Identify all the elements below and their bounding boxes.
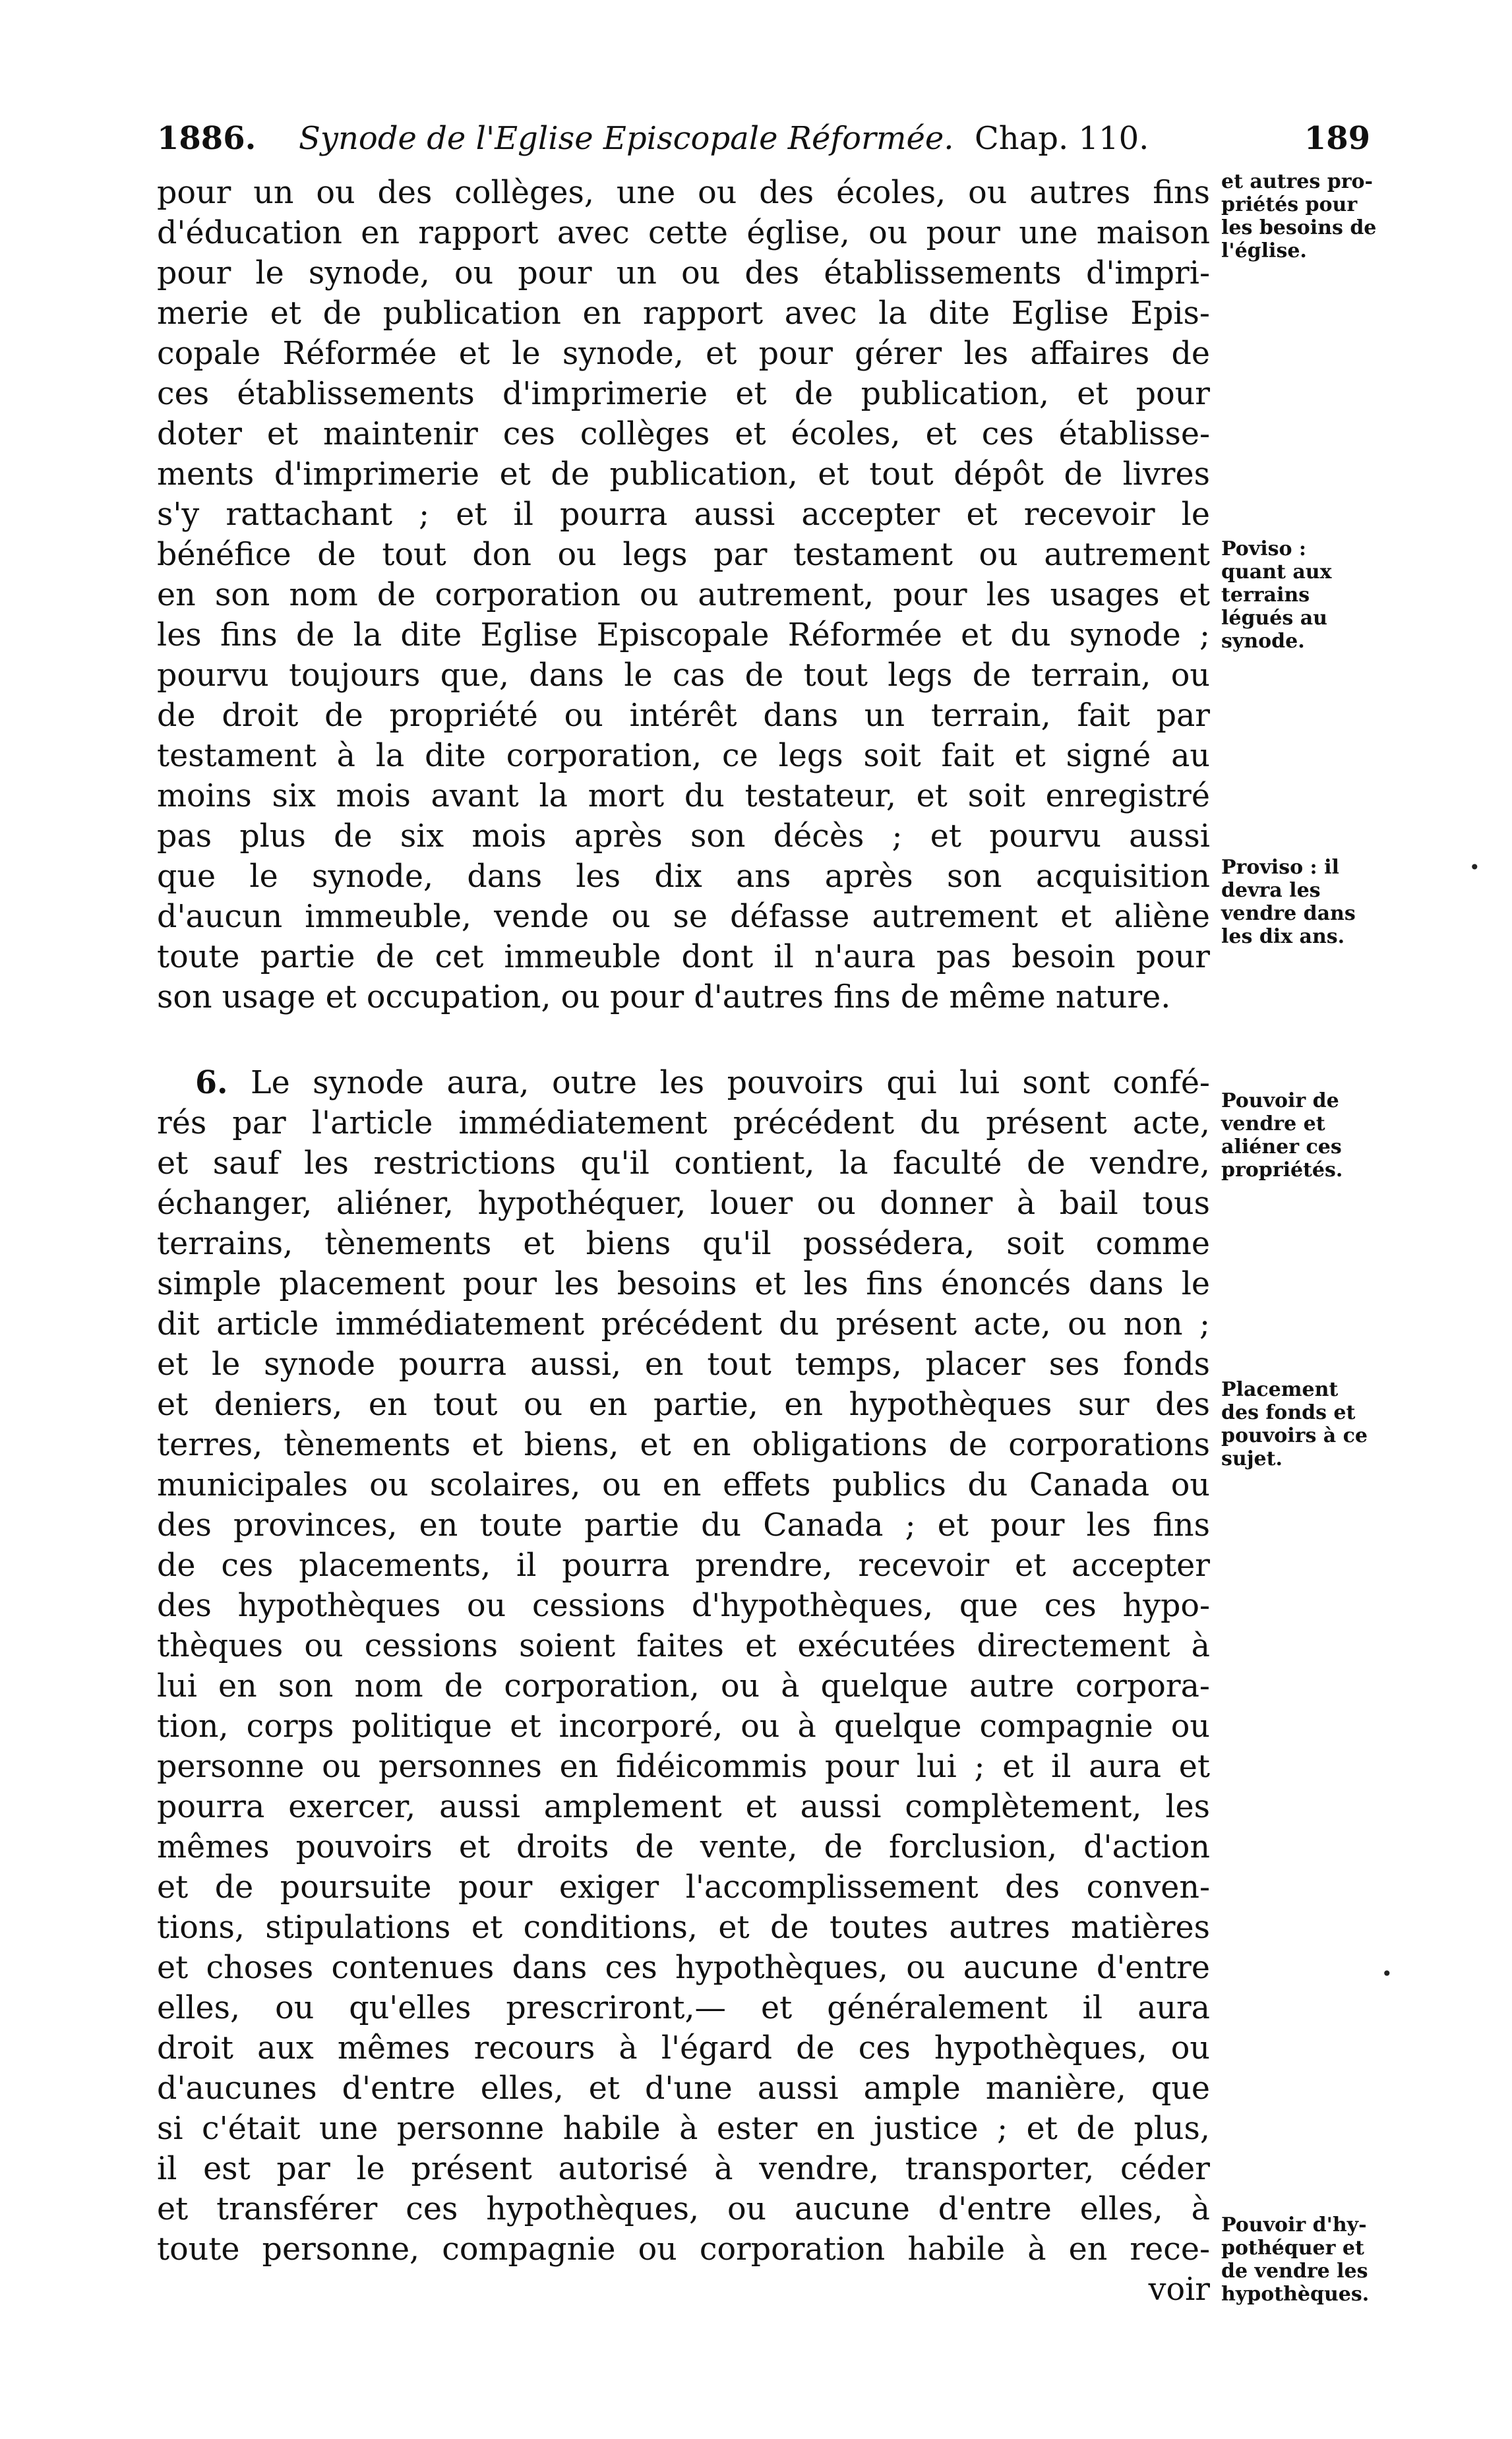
header-title: Synode de l'Eglise Episcopale Réformée. — [299, 120, 954, 157]
text-line: et deniers, en tout ou en partie, en hypothèques sur des — [157, 1387, 1210, 1423]
text-line: de droit de propriété ou intérêt dans un terrain, fait par — [157, 698, 1210, 734]
margin-note-line: Poviso : — [1221, 537, 1307, 560]
header-chapter: Chap. 110. — [975, 120, 1149, 157]
text-line: pour un ou des collèges, une ou des écoles, ou autres fins — [157, 175, 1210, 211]
margin-note-proviso-lands — [1221, 537, 1386, 653]
text-line: tion, corps politique et incorporé, ou à quelque compagnie ou — [157, 1708, 1210, 1745]
text-line: rés par l'article immédiatement précédent du présent acte, — [157, 1105, 1210, 1141]
text-line: thèques ou cessions soient faites et exécutées directement à — [157, 1628, 1210, 1664]
margin-note-line: vendre et — [1221, 1112, 1325, 1135]
text-line: dit article immédiatement précédent du présent acte, ou non ; — [157, 1306, 1210, 1342]
margin-note-properties — [1221, 170, 1386, 262]
text-line: pas plus de six mois après son décès ; et pourvu aussi — [157, 818, 1210, 855]
margin-note-line: Pouvoir d'hy- — [1221, 2213, 1367, 2237]
text-line: et sauf les restrictions qu'il contient, la faculté de vendre, — [157, 1145, 1210, 1182]
text-line: d'aucun immeuble, vende ou se défasse autrement et aliène — [157, 899, 1210, 935]
margin-note-line: Pouvoir de — [1221, 1089, 1339, 1112]
text-line: et transférer ces hypothèques, ou aucune d'entre elles, à — [157, 2191, 1210, 2227]
text-line: échanger, aliéner, hypothéquer, louer ou donner à bail tous — [157, 1186, 1210, 1222]
text-line — [157, 1063, 1210, 1103]
running-header — [157, 119, 1370, 158]
text-line: d'aucunes d'entre elles, et d'une aussi ample manière, que — [157, 2070, 1210, 2107]
text-line: et le synode pourra aussi, en tout temps, placer ses fonds — [157, 1346, 1210, 1383]
line-text: Le synode aura, outre les pouvoirs qui lui sont confé- — [251, 1065, 1210, 1101]
text-line: merie et de publication en rapport avec la dite Eglise Epis- — [157, 295, 1210, 332]
text-line: pour le synode, ou pour un ou des établissements d'impri- — [157, 255, 1210, 291]
margin-note-line: pouvoirs à ce — [1221, 1424, 1368, 1447]
body-text — [157, 173, 1210, 2310]
margin-note-line: de vendre les — [1221, 2260, 1368, 2283]
text-line: simple placement pour les besoins et les fins énoncés dans le — [157, 1266, 1210, 1302]
text-line: terrains, tènements et biens qu'il possédera, soit comme — [157, 1226, 1210, 1262]
text-line: droit aux mêmes recours à l'égard de ces hypothèques, ou — [157, 2030, 1210, 2066]
margin-note-line: propriétés. — [1221, 1159, 1343, 1182]
text-line: toute partie de cet immeuble dont il n'aura pas besoin pour — [157, 939, 1210, 975]
margin-note-line: Placement — [1221, 1378, 1339, 1401]
text-line: de ces placements, il pourra prendre, recevoir et accepter — [157, 1548, 1210, 1584]
page-number: 189 — [1304, 120, 1370, 157]
text-line: voir — [1148, 2272, 1210, 2308]
margin-note-line: quant aux — [1221, 560, 1332, 584]
text-line: mêmes pouvoirs et droits de vente, de forclusion, d'action — [157, 1829, 1210, 1865]
margin-note-line: les besoins de — [1221, 216, 1377, 239]
margin-note-line: des fonds et — [1221, 1401, 1356, 1424]
text-line: pourra exercer, aussi amplement et aussi complètement, les — [157, 1789, 1210, 1825]
text-line: lui en son nom de corporation, ou à quelque autre corpora- — [157, 1668, 1210, 1704]
margin-note-line: vendre dans — [1221, 902, 1356, 925]
margin-note-line: pothéquer et — [1221, 2237, 1364, 2260]
paragraph-section-6 — [157, 1063, 1210, 2310]
text-line: personne ou personnes en fidéicommis pour lui ; et il aura et — [157, 1749, 1210, 1785]
margin-note-line: terrains — [1221, 584, 1310, 607]
text-line: ments d'imprimerie et de publication, et tout dépôt de livres — [157, 456, 1210, 493]
text-line: et de poursuite pour exiger l'accomplissement des conven- — [157, 1869, 1210, 1906]
text-line: moins six mois avant la mort du testateur, et soit enregistré — [157, 778, 1210, 814]
text-line: bénéfice de tout don ou legs par testament ou autrement — [157, 537, 1210, 573]
margin-note-investment — [1221, 1378, 1386, 1470]
text-line: des provinces, en toute partie du Canada ; et pour les fins — [157, 1507, 1210, 1544]
margin-note-line: sujet. — [1221, 1447, 1283, 1470]
header-year: 1886. — [157, 120, 257, 157]
margin-note-line: l'église. — [1221, 239, 1307, 262]
text-line: doter et maintenir ces collèges et écoles, et ces établisse- — [157, 416, 1210, 452]
text-line: s'y rattachant ; et il pourra aussi accepter et recevoir le — [157, 497, 1210, 533]
text-line: son usage et occupation, ou pour d'autres fins de même nature. — [157, 979, 1171, 1015]
margin-note-line: synode. — [1221, 630, 1305, 653]
margin-note-line: priétés pour — [1221, 193, 1358, 216]
text-line: toute personne, compagnie ou corporation habile à en rece- — [157, 2231, 1210, 2268]
text-line: ces établissements d'imprimerie et de publication, et pour — [157, 376, 1210, 412]
text-line: des hypothèques ou cessions d'hypothèques, que ces hypo- — [157, 1588, 1210, 1624]
text-line: et choses contenues dans ces hypothèques, ou aucune d'entre — [157, 1950, 1210, 1986]
margin-note-power-to-sell — [1221, 1089, 1386, 1182]
paragraph-gap — [157, 1017, 1210, 1063]
text-line: que le synode, dans les dix ans après son acquisition — [157, 858, 1210, 895]
text-line: tions, stipulations et conditions, et de toutes autres matières — [157, 1910, 1210, 1946]
margin-note-line: légués au — [1221, 607, 1327, 630]
text-line: pourvu toujours que, dans le cas de tout legs de terrain, ou — [157, 657, 1210, 694]
margin-note-mortgage-power — [1221, 2213, 1386, 2306]
margin-note-line: aliéner ces — [1221, 1135, 1342, 1159]
text-line: elles, ou qu'elles prescriront,— et généralement il aura — [157, 1990, 1210, 2026]
text-line: les fins de la dite Eglise Episcopale Réformée et du synode ; — [157, 617, 1210, 653]
text-line: copale Réformée et le synode, et pour gérer les affaires de — [157, 336, 1210, 372]
text-line: terres, tènements et biens, et en obligations de corporations — [157, 1427, 1210, 1463]
text-line: d'éducation en rapport avec cette église, ou pour une maison — [157, 215, 1210, 251]
text-line: il est par le présent autorisé à vendre, transporter, céder — [157, 2151, 1210, 2187]
text-line: municipales ou scolaires, ou en effets publics du Canada ou — [157, 1467, 1210, 1503]
margin-note-line: les dix ans. — [1221, 925, 1345, 948]
text-line: testament à la dite corporation, ce legs soit fait et signé au — [157, 738, 1210, 774]
scan-speck: • — [1469, 857, 1480, 878]
section-number: 6. — [195, 1064, 228, 1101]
margin-note-proviso-sell — [1221, 856, 1386, 948]
scan-speck: • — [1381, 1963, 1393, 1985]
text-line: si c'était une personne habile à ester en justice ; et de plus, — [157, 2111, 1210, 2147]
text-line: en son nom de corporation ou autrement, pour les usages et — [157, 577, 1210, 613]
margin-note-line: et autres pro- — [1221, 170, 1373, 193]
margin-note-line: devra les — [1221, 879, 1321, 902]
margin-note-line: Proviso : il — [1221, 856, 1339, 879]
paragraph-section-5-continued — [157, 173, 1210, 1017]
margin-note-line: hypothèques. — [1221, 2283, 1370, 2306]
